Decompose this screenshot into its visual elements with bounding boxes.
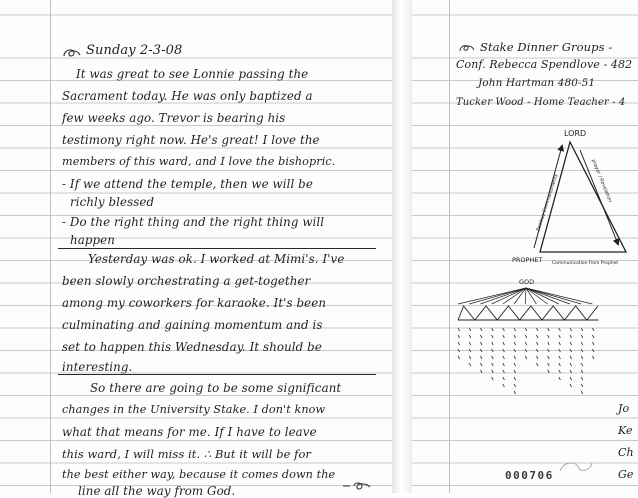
column-mark <box>525 349 527 352</box>
column-mark <box>559 377 561 380</box>
column-mark <box>559 328 561 331</box>
column-mark <box>480 370 482 373</box>
column-mark <box>581 391 583 394</box>
column-mark <box>503 356 505 359</box>
column-mark <box>570 356 572 359</box>
lord-label: LORD <box>564 129 587 138</box>
column-mark <box>458 335 460 338</box>
column-mark <box>458 356 460 359</box>
column-mark <box>492 377 494 380</box>
column-mark <box>514 335 516 338</box>
page-number-stamp: 000706 <box>505 469 554 482</box>
hierarchy-line <box>480 288 526 304</box>
section-divider <box>58 374 376 375</box>
column-mark <box>514 363 516 366</box>
column-mark <box>548 363 550 366</box>
column-mark <box>492 356 494 359</box>
column-mark <box>480 363 482 366</box>
column-mark <box>503 349 505 352</box>
column-mark <box>570 342 572 345</box>
column-mark <box>570 370 572 373</box>
column-mark <box>536 363 538 366</box>
column-mark <box>480 342 482 345</box>
journal-line: members of this ward, and I love the bishopric. <box>62 155 336 168</box>
section-divider <box>58 248 376 249</box>
journal-line: - If we attend the temple, then we will be <box>62 177 313 191</box>
column-mark <box>581 356 583 359</box>
column-mark <box>514 342 516 345</box>
column-mark <box>492 370 494 373</box>
column-mark <box>503 384 505 387</box>
column-mark <box>559 356 561 359</box>
column-mark <box>570 349 572 352</box>
column-mark <box>559 363 561 366</box>
journal-line: happen <box>70 233 115 247</box>
right-page-line: Conf. Rebecca Spendlove - 482 <box>456 58 633 71</box>
column-mark <box>548 328 550 331</box>
column-mark <box>592 356 594 359</box>
god-hierarchy-sketch <box>412 272 638 422</box>
journal-line: been slowly orchestrating a get-together <box>62 274 311 288</box>
column-mark <box>559 349 561 352</box>
column-mark <box>581 370 583 373</box>
journal-line: few weeks ago. Trevor is bearing his <box>62 111 286 125</box>
column-mark <box>570 384 572 387</box>
journal-line: Sacrament today. He was only baptized a <box>62 89 313 103</box>
journal-line: Yesterday was ok. I worked at Mimi's. I've <box>88 252 345 266</box>
hierarchy-line <box>526 288 592 304</box>
column-mark <box>548 342 550 345</box>
right-arrow-label: prayer / Revelation <box>590 158 612 204</box>
column-mark <box>570 363 572 366</box>
column-mark <box>492 349 494 352</box>
column-mark <box>458 328 460 331</box>
column-mark <box>514 328 516 331</box>
column-mark <box>559 370 561 373</box>
journal-line: line all the way from God. <box>78 484 236 498</box>
bottom-arrow-label: Communication from Prophet <box>552 261 619 266</box>
zigzag-path <box>458 306 598 320</box>
column-mark <box>548 349 550 352</box>
hierarchy-lines <box>458 288 592 304</box>
journal-line: culminating and gaining momentum and is <box>62 318 323 332</box>
column-mark <box>570 335 572 338</box>
hierarchy-zigzag <box>458 306 598 320</box>
column-mark <box>514 356 516 359</box>
ending-flourish-icon <box>342 481 372 491</box>
journal-date-heading: Sunday 2-3-08 <box>86 43 183 58</box>
column-mark <box>581 335 583 338</box>
ornament-swirl-icon <box>62 46 82 60</box>
column-mark <box>492 363 494 366</box>
column-mark <box>503 377 505 380</box>
edge-fragment: Ch <box>618 446 634 459</box>
prophet-label: PROPHET <box>512 256 543 264</box>
column-mark <box>592 349 594 352</box>
column-mark <box>469 356 471 359</box>
column-mark <box>514 349 516 352</box>
journal-line: set to happen this Wednesday. It should be <box>62 340 322 354</box>
column-mark <box>503 335 505 338</box>
column-mark <box>503 342 505 345</box>
column-mark <box>536 335 538 338</box>
column-mark <box>503 363 505 366</box>
column-mark <box>536 349 538 352</box>
left-arrow-label: Zealous Commandments <box>536 173 560 233</box>
column-mark <box>469 328 471 331</box>
god-label: GOD <box>519 278 535 286</box>
hierarchy-columns <box>458 328 594 394</box>
column-mark <box>469 363 471 366</box>
column-mark <box>514 391 516 394</box>
journal-line: richly blessed <box>70 195 155 209</box>
journal-line: this ward, I will miss it. ∴ But it will be for <box>62 447 311 461</box>
book-gutter <box>392 0 412 493</box>
column-mark <box>581 328 583 331</box>
column-mark <box>581 384 583 387</box>
column-mark <box>592 328 594 331</box>
journal-line: interesting. <box>62 360 133 374</box>
column-mark <box>559 335 561 338</box>
column-mark <box>492 328 494 331</box>
column-mark <box>503 328 505 331</box>
column-mark <box>514 384 516 387</box>
column-mark <box>536 328 538 331</box>
column-mark <box>469 342 471 345</box>
edge-fragment: Ke <box>618 424 633 437</box>
lord-prophet-triangle-diagram <box>412 120 638 270</box>
journal-line: changes in the University Stake. I don't know <box>62 403 326 416</box>
journal-line: - Do the right thing and the right thing will <box>62 215 325 229</box>
right-page-line: Tucker Wood - Home Teacher - 4 <box>456 97 626 108</box>
column-mark <box>492 342 494 345</box>
column-mark <box>458 349 460 352</box>
left-page-margin-line <box>50 0 51 493</box>
column-mark <box>536 342 538 345</box>
column-mark <box>469 349 471 352</box>
column-mark <box>548 335 550 338</box>
column-mark <box>581 363 583 366</box>
hierarchy-line <box>525 288 526 304</box>
journal-line: what that means for me. If I have to leave <box>62 425 317 439</box>
column-mark <box>514 377 516 380</box>
column-mark <box>548 356 550 359</box>
column-mark <box>570 377 572 380</box>
column-mark <box>480 349 482 352</box>
column-mark <box>581 342 583 345</box>
column-mark <box>525 356 527 359</box>
column-mark <box>458 342 460 345</box>
column-mark <box>559 342 561 345</box>
edge-fragment: Jo <box>618 402 630 415</box>
hierarchy-line <box>526 288 570 304</box>
journal-line: So there are going to be some significant <box>90 381 342 395</box>
column-mark <box>592 335 594 338</box>
column-mark <box>525 342 527 345</box>
column-mark <box>514 370 516 373</box>
journal-line: It was great to see Lonnie passing the <box>76 67 309 81</box>
column-mark <box>492 335 494 338</box>
ornament-swirl-icon <box>458 42 476 54</box>
arrow-from-lord <box>580 150 618 244</box>
column-mark <box>570 328 572 331</box>
right-page-line: Stake Dinner Groups - <box>480 40 613 54</box>
column-mark <box>480 335 482 338</box>
column-mark <box>469 335 471 338</box>
column-mark <box>503 370 505 373</box>
journal-line: among my coworkers for karaoke. It's been <box>62 296 327 310</box>
journal-line: testimony right now. He's great! I love the <box>62 133 320 147</box>
column-mark <box>548 370 550 373</box>
corner-scribble-icon <box>556 459 596 475</box>
column-mark <box>581 377 583 380</box>
hierarchy-line <box>469 288 526 304</box>
column-mark <box>592 342 594 345</box>
column-mark <box>525 335 527 338</box>
journal-line: the best either way, because it comes down the <box>62 468 336 481</box>
edge-fragment: Ge <box>618 468 634 481</box>
column-mark <box>480 356 482 359</box>
column-mark <box>525 328 527 331</box>
column-mark <box>480 328 482 331</box>
column-mark <box>581 349 583 352</box>
column-mark <box>536 356 538 359</box>
right-page-line: John Hartman 480-51 <box>478 77 596 89</box>
